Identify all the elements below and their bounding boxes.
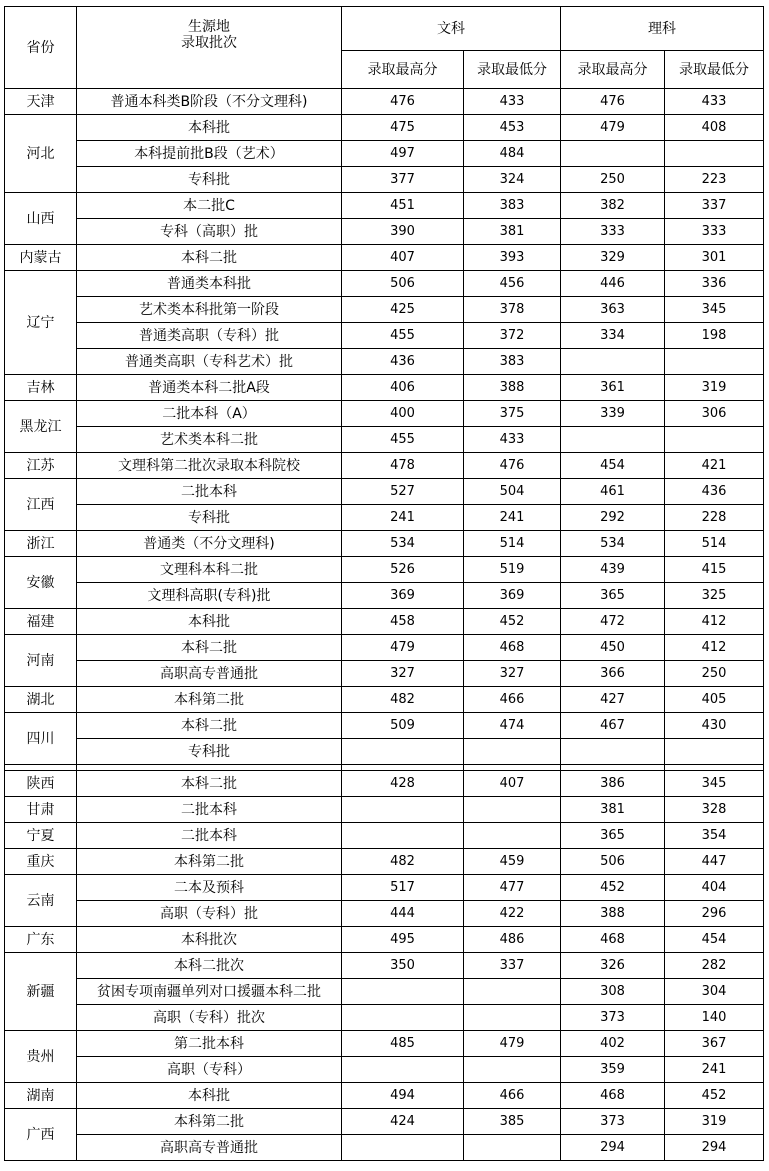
li-min-cell <box>665 141 764 167</box>
wen-max-cell: 377 <box>342 167 464 193</box>
wen-max-cell: 436 <box>342 349 464 375</box>
table-row <box>5 479 764 505</box>
wen-max-cell <box>342 979 464 1005</box>
table-row <box>5 193 764 219</box>
li-min-cell: 140 <box>665 1005 764 1031</box>
table-row <box>5 771 764 797</box>
batch-cell: 专科批 <box>77 167 342 193</box>
batch-cell: 普通类本科批 <box>77 271 342 297</box>
table-row <box>5 219 764 245</box>
li-min-cell: 319 <box>665 375 764 401</box>
province-cell: 贵州 <box>5 1031 77 1083</box>
wen-max-cell: 424 <box>342 1109 464 1135</box>
province-cell: 福建 <box>5 609 77 635</box>
li-max-cell: 359 <box>561 1057 665 1083</box>
wen-max-cell: 458 <box>342 609 464 635</box>
li-max-cell: 361 <box>561 375 665 401</box>
wen-max-cell <box>342 823 464 849</box>
wen-max-cell: 455 <box>342 323 464 349</box>
li-max-cell: 381 <box>561 797 665 823</box>
batch-cell: 二批本科（A） <box>77 401 342 427</box>
li-min-cell: 433 <box>665 89 764 115</box>
wen-max-cell: 497 <box>342 141 464 167</box>
header-province: 省份 <box>5 7 77 89</box>
province-cell: 安徽 <box>5 557 77 609</box>
batch-cell: 专科（高职）批 <box>77 219 342 245</box>
batch-cell: 文理科高职(专科)批 <box>77 583 342 609</box>
li-min-cell: 325 <box>665 583 764 609</box>
li-max-cell: 363 <box>561 297 665 323</box>
li-min-cell: 354 <box>665 823 764 849</box>
li-max-cell <box>561 739 665 765</box>
wen-max-cell: 479 <box>342 635 464 661</box>
wen-min-cell: 477 <box>464 875 561 901</box>
province-cell: 吉林 <box>5 375 77 401</box>
table-row <box>5 401 764 427</box>
li-max-cell: 382 <box>561 193 665 219</box>
batch-cell: 文理科第二批次录取本科院校 <box>77 453 342 479</box>
li-min-cell <box>665 739 764 765</box>
wen-max-cell: 482 <box>342 849 464 875</box>
li-min-cell: 452 <box>665 1083 764 1109</box>
batch-cell: 高职高专普通批 <box>77 1135 342 1161</box>
li-min-cell: 223 <box>665 167 764 193</box>
province-cell: 内蒙古 <box>5 245 77 271</box>
li-min-cell <box>665 349 764 375</box>
province-cell: 湖北 <box>5 687 77 713</box>
batch-cell: 第二批本科 <box>77 1031 342 1057</box>
li-max-cell: 450 <box>561 635 665 661</box>
wen-max-cell: 369 <box>342 583 464 609</box>
table-row <box>5 1057 764 1083</box>
table-row <box>5 427 764 453</box>
table-row <box>5 1031 764 1057</box>
header-li-max: 录取最高分 <box>561 51 665 89</box>
province-cell: 甘肃 <box>5 797 77 823</box>
li-min-cell: 301 <box>665 245 764 271</box>
wen-min-cell <box>464 739 561 765</box>
table-row <box>5 797 764 823</box>
li-max-cell: 467 <box>561 713 665 739</box>
li-max-cell: 333 <box>561 219 665 245</box>
province-cell: 广东 <box>5 927 77 953</box>
batch-cell: 二批本科 <box>77 823 342 849</box>
table-row <box>5 1005 764 1031</box>
wen-max-cell: 428 <box>342 771 464 797</box>
batch-cell: 本科批 <box>77 1083 342 1109</box>
batch-cell: 本科第二批 <box>77 1109 342 1135</box>
li-max-cell: 366 <box>561 661 665 687</box>
batch-cell: 本科提前批B段（艺术） <box>77 141 342 167</box>
wen-min-cell: 372 <box>464 323 561 349</box>
province-cell: 黑龙江 <box>5 401 77 453</box>
table-row <box>5 531 764 557</box>
wen-max-cell <box>342 1135 464 1161</box>
batch-cell: 高职（专科） <box>77 1057 342 1083</box>
wen-max-cell: 526 <box>342 557 464 583</box>
wen-min-cell: 422 <box>464 901 561 927</box>
wen-min-cell: 452 <box>464 609 561 635</box>
li-min-cell: 296 <box>665 901 764 927</box>
wen-max-cell <box>342 797 464 823</box>
li-max-cell: 388 <box>561 901 665 927</box>
li-max-cell: 472 <box>561 609 665 635</box>
wen-min-cell: 381 <box>464 219 561 245</box>
table-row <box>5 453 764 479</box>
table-row <box>5 1135 764 1161</box>
batch-cell: 专科批 <box>77 505 342 531</box>
province-cell: 辽宁 <box>5 271 77 375</box>
li-min-cell: 514 <box>665 531 764 557</box>
batch-cell: 专科批 <box>77 739 342 765</box>
wen-max-cell: 534 <box>342 531 464 557</box>
li-max-cell: 446 <box>561 271 665 297</box>
wen-min-cell: 459 <box>464 849 561 875</box>
table-row <box>5 953 764 979</box>
table-row <box>5 557 764 583</box>
header-source-line1: 生源地 <box>188 19 230 35</box>
wen-min-cell: 433 <box>464 89 561 115</box>
li-max-cell: 476 <box>561 89 665 115</box>
table-row <box>5 1083 764 1109</box>
batch-cell: 本科二批 <box>77 771 342 797</box>
header-li: 理科 <box>561 7 764 51</box>
table-row <box>5 1109 764 1135</box>
li-min-cell: 436 <box>665 479 764 505</box>
wen-max-cell: 527 <box>342 479 464 505</box>
wen-min-cell: 324 <box>464 167 561 193</box>
batch-cell: 二本及预科 <box>77 875 342 901</box>
wen-min-cell <box>464 1135 561 1161</box>
wen-min-cell: 383 <box>464 349 561 375</box>
batch-cell: 艺术类本科批第一阶段 <box>77 297 342 323</box>
wen-max-cell: 451 <box>342 193 464 219</box>
table-row <box>5 635 764 661</box>
wen-max-cell: 482 <box>342 687 464 713</box>
wen-max-cell: 444 <box>342 901 464 927</box>
wen-min-cell: 369 <box>464 583 561 609</box>
li-max-cell <box>561 349 665 375</box>
batch-cell: 本科批次 <box>77 927 342 953</box>
table-row <box>5 297 764 323</box>
province-cell: 山西 <box>5 193 77 245</box>
wen-min-cell: 466 <box>464 687 561 713</box>
wen-min-cell <box>464 1057 561 1083</box>
li-max-cell: 402 <box>561 1031 665 1057</box>
li-max-cell: 339 <box>561 401 665 427</box>
li-min-cell: 405 <box>665 687 764 713</box>
header-wen: 文科 <box>342 7 561 51</box>
table-row <box>5 271 764 297</box>
wen-max-cell: 517 <box>342 875 464 901</box>
wen-min-cell <box>464 797 561 823</box>
li-min-cell: 415 <box>665 557 764 583</box>
province-cell: 浙江 <box>5 531 77 557</box>
li-min-cell: 412 <box>665 609 764 635</box>
table-row <box>5 245 764 271</box>
province-cell: 江西 <box>5 479 77 531</box>
li-min-cell: 345 <box>665 771 764 797</box>
wen-max-cell: 485 <box>342 1031 464 1057</box>
header-wen-min: 录取最低分 <box>464 51 561 89</box>
wen-max-cell: 241 <box>342 505 464 531</box>
wen-max-cell <box>342 739 464 765</box>
wen-min-cell: 468 <box>464 635 561 661</box>
header-li-min: 录取最低分 <box>665 51 764 89</box>
li-max-cell: 386 <box>561 771 665 797</box>
li-max-cell: 452 <box>561 875 665 901</box>
li-min-cell: 198 <box>665 323 764 349</box>
batch-cell: 普通类高职（专科）批 <box>77 323 342 349</box>
province-cell: 重庆 <box>5 849 77 875</box>
wen-max-cell: 425 <box>342 297 464 323</box>
wen-max-cell: 455 <box>342 427 464 453</box>
wen-min-cell: 466 <box>464 1083 561 1109</box>
table-row <box>5 823 764 849</box>
li-max-cell: 292 <box>561 505 665 531</box>
province-cell: 宁夏 <box>5 823 77 849</box>
province-cell: 江苏 <box>5 453 77 479</box>
wen-max-cell: 476 <box>342 89 464 115</box>
wen-max-cell: 390 <box>342 219 464 245</box>
province-cell: 河南 <box>5 635 77 687</box>
wen-max-cell: 400 <box>342 401 464 427</box>
table-row <box>5 875 764 901</box>
table-row <box>5 849 764 875</box>
wen-max-cell: 494 <box>342 1083 464 1109</box>
batch-cell: 本科二批 <box>77 713 342 739</box>
wen-max-cell: 327 <box>342 661 464 687</box>
li-max-cell: 454 <box>561 453 665 479</box>
li-min-cell: 447 <box>665 849 764 875</box>
batch-cell: 本科二批 <box>77 245 342 271</box>
table-row <box>5 687 764 713</box>
batch-cell: 高职高专普通批 <box>77 661 342 687</box>
wen-min-cell: 407 <box>464 771 561 797</box>
wen-min-cell: 456 <box>464 271 561 297</box>
li-min-cell <box>665 427 764 453</box>
wen-max-cell: 509 <box>342 713 464 739</box>
li-max-cell: 461 <box>561 479 665 505</box>
batch-cell: 二批本科 <box>77 797 342 823</box>
li-min-cell: 421 <box>665 453 764 479</box>
batch-cell: 本科批 <box>77 609 342 635</box>
batch-cell: 二批本科 <box>77 479 342 505</box>
li-max-cell <box>561 427 665 453</box>
batch-cell: 文理科本科二批 <box>77 557 342 583</box>
header-source-batch <box>77 7 342 89</box>
batch-cell: 本科第二批 <box>77 687 342 713</box>
batch-cell: 普通类高职（专科艺术）批 <box>77 349 342 375</box>
li-max-cell: 427 <box>561 687 665 713</box>
wen-max-cell: 475 <box>342 115 464 141</box>
wen-max-cell <box>342 1057 464 1083</box>
wen-min-cell: 433 <box>464 427 561 453</box>
wen-min-cell: 514 <box>464 531 561 557</box>
wen-min-cell: 504 <box>464 479 561 505</box>
wen-max-cell: 406 <box>342 375 464 401</box>
wen-max-cell: 407 <box>342 245 464 271</box>
batch-cell: 普通类（不分文理科) <box>77 531 342 557</box>
li-max-cell: 365 <box>561 823 665 849</box>
batch-cell: 本科批 <box>77 115 342 141</box>
province-cell: 湖南 <box>5 1083 77 1109</box>
wen-min-cell <box>464 1005 561 1031</box>
li-min-cell: 337 <box>665 193 764 219</box>
province-cell: 河北 <box>5 115 77 193</box>
li-min-cell: 333 <box>665 219 764 245</box>
wen-min-cell: 453 <box>464 115 561 141</box>
li-min-cell: 345 <box>665 297 764 323</box>
province-cell: 陕西 <box>5 771 77 797</box>
wen-max-cell: 350 <box>342 953 464 979</box>
li-min-cell: 430 <box>665 713 764 739</box>
wen-min-cell <box>464 823 561 849</box>
li-max-cell: 334 <box>561 323 665 349</box>
table-row <box>5 375 764 401</box>
header-source-line2: 录取批次 <box>181 35 237 51</box>
wen-min-cell: 476 <box>464 453 561 479</box>
table-row <box>5 141 764 167</box>
li-min-cell: 282 <box>665 953 764 979</box>
wen-min-cell: 393 <box>464 245 561 271</box>
li-min-cell: 404 <box>665 875 764 901</box>
table-row <box>5 661 764 687</box>
batch-cell: 本科第二批 <box>77 849 342 875</box>
wen-max-cell: 506 <box>342 271 464 297</box>
table-row <box>5 349 764 375</box>
li-max-cell <box>561 141 665 167</box>
batch-cell: 贫困专项南疆单列对口援疆本科二批 <box>77 979 342 1005</box>
batch-cell: 普通类本科二批A段 <box>77 375 342 401</box>
li-max-cell: 326 <box>561 953 665 979</box>
li-min-cell: 241 <box>665 1057 764 1083</box>
li-max-cell: 439 <box>561 557 665 583</box>
li-max-cell: 506 <box>561 849 665 875</box>
li-min-cell: 367 <box>665 1031 764 1057</box>
admission-score-table <box>4 6 764 1161</box>
table-row <box>5 115 764 141</box>
wen-min-cell: 378 <box>464 297 561 323</box>
wen-min-cell: 337 <box>464 953 561 979</box>
li-max-cell: 365 <box>561 583 665 609</box>
batch-cell: 本二批C <box>77 193 342 219</box>
batch-cell: 艺术类本科二批 <box>77 427 342 453</box>
table-row <box>5 609 764 635</box>
batch-cell: 高职（专科）批 <box>77 901 342 927</box>
wen-min-cell: 484 <box>464 141 561 167</box>
table-row <box>5 323 764 349</box>
table-row <box>5 505 764 531</box>
li-max-cell: 329 <box>561 245 665 271</box>
li-max-cell: 468 <box>561 927 665 953</box>
table-row <box>5 89 764 115</box>
table-row <box>5 583 764 609</box>
header-wen-max: 录取最高分 <box>342 51 464 89</box>
li-max-cell: 468 <box>561 1083 665 1109</box>
batch-cell: 本科二批次 <box>77 953 342 979</box>
wen-min-cell <box>464 979 561 1005</box>
province-cell: 四川 <box>5 713 77 765</box>
li-min-cell: 294 <box>665 1135 764 1161</box>
li-min-cell: 250 <box>665 661 764 687</box>
wen-min-cell: 519 <box>464 557 561 583</box>
li-min-cell: 319 <box>665 1109 764 1135</box>
wen-max-cell <box>342 1005 464 1031</box>
wen-min-cell: 327 <box>464 661 561 687</box>
wen-min-cell: 486 <box>464 927 561 953</box>
batch-cell: 高职（专科）批次 <box>77 1005 342 1031</box>
li-min-cell: 304 <box>665 979 764 1005</box>
province-cell: 云南 <box>5 875 77 927</box>
li-min-cell: 412 <box>665 635 764 661</box>
li-max-cell: 294 <box>561 1135 665 1161</box>
table-row <box>5 167 764 193</box>
admission-score-table-container <box>4 6 764 1161</box>
wen-min-cell: 388 <box>464 375 561 401</box>
li-max-cell: 250 <box>561 167 665 193</box>
batch-cell: 普通本科类B阶段（不分文理科) <box>77 89 342 115</box>
wen-min-cell: 383 <box>464 193 561 219</box>
table-row <box>5 901 764 927</box>
li-min-cell: 408 <box>665 115 764 141</box>
li-min-cell: 336 <box>665 271 764 297</box>
li-max-cell: 373 <box>561 1109 665 1135</box>
wen-min-cell: 474 <box>464 713 561 739</box>
table-row <box>5 713 764 739</box>
province-cell: 天津 <box>5 89 77 115</box>
wen-min-cell: 241 <box>464 505 561 531</box>
wen-max-cell: 478 <box>342 453 464 479</box>
table-row <box>5 739 764 765</box>
li-max-cell: 479 <box>561 115 665 141</box>
li-min-cell: 454 <box>665 927 764 953</box>
wen-min-cell: 375 <box>464 401 561 427</box>
table-body <box>5 89 764 1161</box>
wen-min-cell: 385 <box>464 1109 561 1135</box>
li-min-cell: 228 <box>665 505 764 531</box>
batch-cell: 本科二批 <box>77 635 342 661</box>
li-min-cell: 328 <box>665 797 764 823</box>
table-row <box>5 979 764 1005</box>
wen-min-cell: 479 <box>464 1031 561 1057</box>
li-max-cell: 373 <box>561 1005 665 1031</box>
li-max-cell: 308 <box>561 979 665 1005</box>
province-cell: 新疆 <box>5 953 77 1031</box>
table-row <box>5 927 764 953</box>
li-max-cell: 534 <box>561 531 665 557</box>
wen-max-cell: 495 <box>342 927 464 953</box>
li-min-cell: 306 <box>665 401 764 427</box>
province-cell: 广西 <box>5 1109 77 1161</box>
